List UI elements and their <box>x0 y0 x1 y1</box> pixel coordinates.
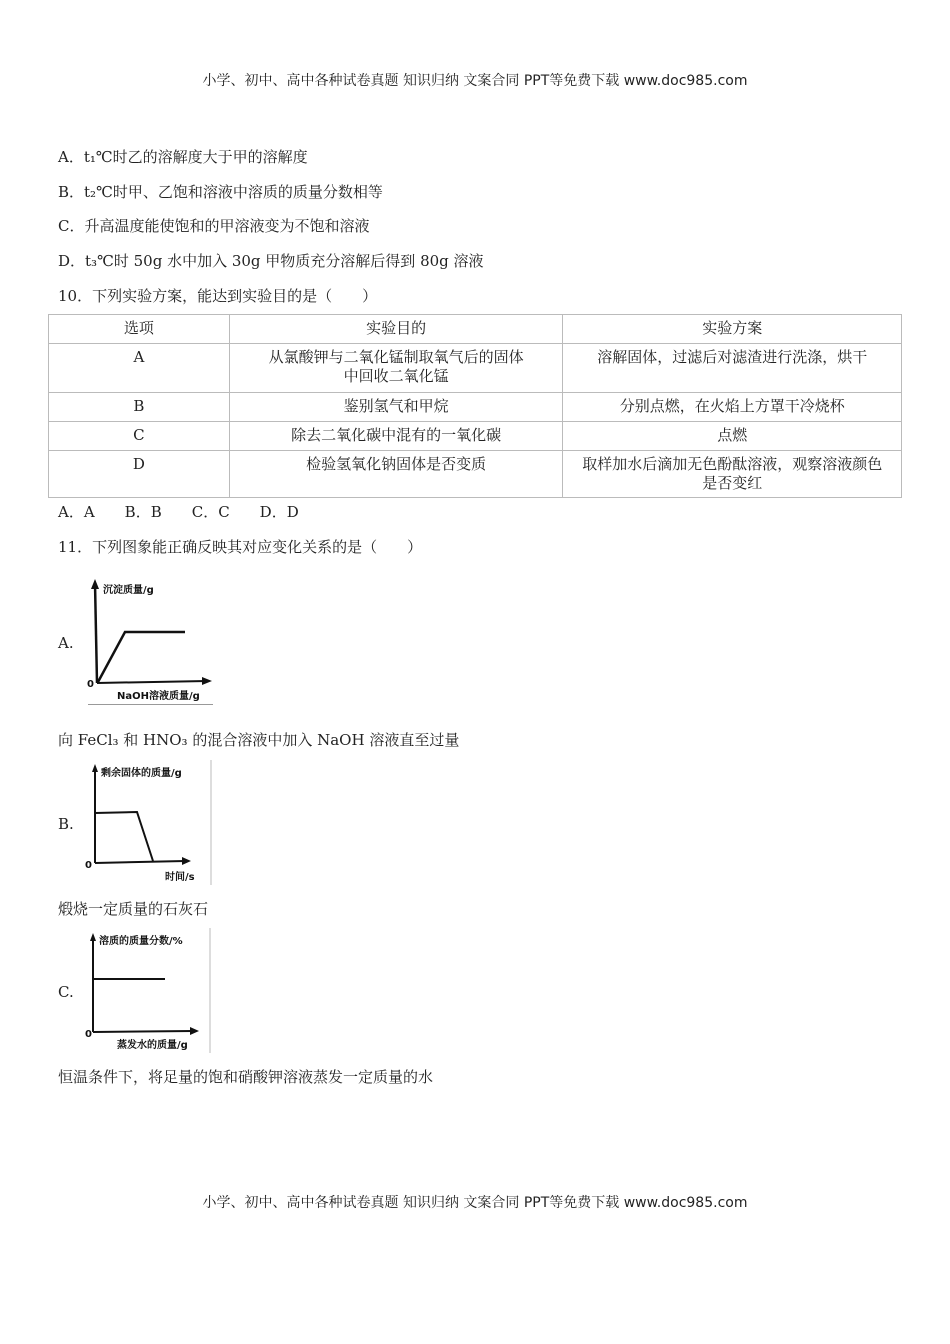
x-axis <box>95 861 185 863</box>
table-row <box>49 422 902 451</box>
x-axis-label: NaOH溶液质量/g <box>117 691 200 702</box>
q9-option-b: B．t₂℃时甲、乙饱和溶液中溶质的质量分数相等 <box>58 183 383 201</box>
q10-table <box>48 314 902 498</box>
graph-c <box>85 928 213 1053</box>
graph-a <box>85 575 215 705</box>
origin-label: 0 <box>85 1029 92 1040</box>
origin-label: 0 <box>85 860 92 871</box>
q11-stem: 11．下列图象能正确反映其对应变化关系的是（ ） <box>58 538 423 556</box>
page-header: 小学、初中、高中各种试卷真题 知识归纳 文案合同 PPT等免费下载 www.doc985.com <box>202 73 748 89</box>
graph-c-label: C. <box>58 983 74 1001</box>
table-row <box>49 344 902 393</box>
q9-option-a: A．t₁℃时乙的溶解度大于甲的溶解度 <box>58 148 308 166</box>
q9-option-d: D．t₃℃时 50g 水中加入 30g 甲物质充分溶解后得到 80g 溶液 <box>58 252 484 270</box>
x-axis-label: 时间/s <box>165 872 195 883</box>
y-axis-arrow-icon <box>91 579 99 589</box>
x-axis <box>93 1031 193 1032</box>
table-cell: 从氯酸钾与二氧化锰制取氧气后的固体中回收二氧化锰 <box>229 344 563 393</box>
table-header: 实验目的 <box>229 315 563 344</box>
y-axis-label: 沉淀质量/g <box>103 585 154 596</box>
y-axis <box>95 583 97 683</box>
origin-label: 0 <box>87 679 94 690</box>
table-header: 实验方案 <box>563 315 902 344</box>
graph-a-label: A. <box>58 634 74 652</box>
table-header-row <box>49 315 902 344</box>
x-axis-arrow-icon <box>190 1027 199 1035</box>
y-axis-arrow-icon <box>92 764 98 772</box>
x-axis <box>97 681 207 683</box>
y-axis-arrow-icon <box>90 933 96 941</box>
data-line <box>98 632 185 682</box>
q10-answer-options: A．A B．B C．C D．D <box>58 503 299 521</box>
x-axis-arrow-icon <box>182 857 191 865</box>
graph-b-caption: 煅烧一定质量的石灰石 <box>58 900 209 918</box>
table-cell: 分别点燃，在火焰上方罩干冷烧杯 <box>563 393 902 422</box>
table-row <box>49 393 902 422</box>
table-cell: 点燃 <box>563 422 902 451</box>
graph-b <box>85 760 213 885</box>
q10-stem: 10．下列实验方案，能达到实验目的是（ ） <box>58 287 378 305</box>
table-cell: 检验氢氧化钠固体是否变质 <box>229 451 563 498</box>
data-line <box>95 812 153 861</box>
table-cell: C <box>49 422 230 451</box>
table-cell: 溶解固体，过滤后对滤渣进行洗涤，烘干 <box>563 344 902 393</box>
table-cell: 鉴别氢气和甲烷 <box>229 393 563 422</box>
table-header: 选项 <box>49 315 230 344</box>
graph-b-label: B. <box>58 815 74 833</box>
table-cell: D <box>49 451 230 498</box>
table-cell: B <box>49 393 230 422</box>
y-axis-label: 剩余固体的质量/g <box>101 768 182 779</box>
table-cell: A <box>49 344 230 393</box>
graph-a-caption: 向 FeCl₃ 和 HNO₃ 的混合溶液中加入 NaOH 溶液直至过量 <box>58 731 460 749</box>
y-axis-label: 溶质的质量分数/% <box>99 936 183 947</box>
divider <box>88 704 213 705</box>
x-axis-label: 蒸发水的质量/g <box>117 1040 188 1051</box>
q9-option-c: C．升高温度能使饱和的甲溶液变为不饱和溶液 <box>58 217 370 235</box>
graph-c-caption: 恒温条件下，将足量的饱和硝酸钾溶液蒸发一定质量的水 <box>58 1068 434 1086</box>
table-cell: 除去二氧化碳中混有的一氧化碳 <box>229 422 563 451</box>
x-axis-arrow-icon <box>202 677 212 685</box>
page-footer: 小学、初中、高中各种试卷真题 知识归纳 文案合同 PPT等免费下载 www.doc985.com <box>202 1195 748 1211</box>
table-cell: 取样加水后滴加无色酚酞溶液，观察溶液颜色是否变红 <box>563 451 902 498</box>
table-row <box>49 451 902 498</box>
